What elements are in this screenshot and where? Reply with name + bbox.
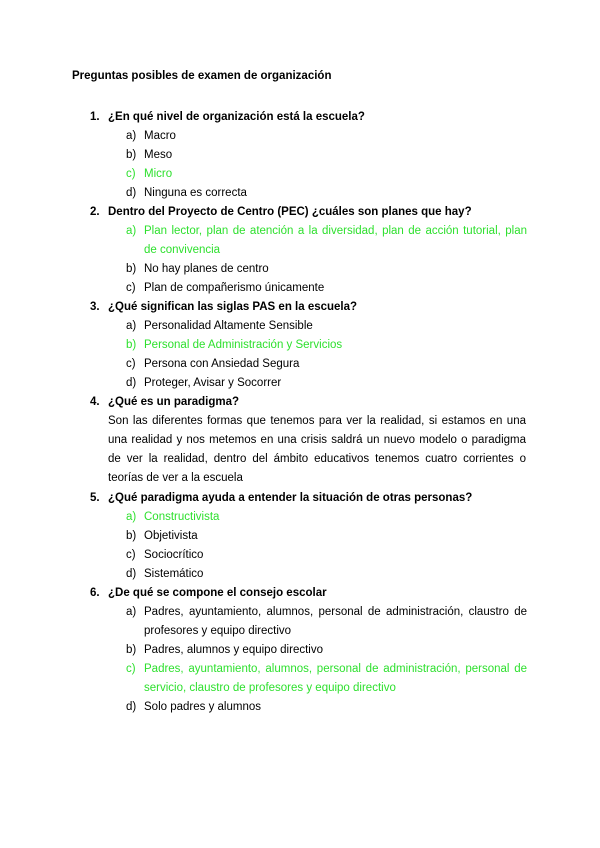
question-text: ¿Qué paradigma ayuda a entender la situación de otras personas? bbox=[108, 492, 473, 504]
question-text: ¿En qué nivel de organización está la escuela? bbox=[108, 111, 365, 123]
option-2b bbox=[126, 260, 527, 279]
option-letter: b) bbox=[126, 530, 137, 542]
option-6c-correct bbox=[126, 660, 527, 698]
option-letter: a) bbox=[126, 320, 137, 332]
option-text: Plan lector, plan de atención a la diversidad, plan de acción tutorial, plan de convivencia bbox=[144, 225, 527, 256]
question-text: ¿Qué es un paradigma? bbox=[108, 396, 239, 408]
option-1d bbox=[126, 184, 527, 203]
question-5 bbox=[90, 489, 530, 508]
question-number: 3. bbox=[90, 301, 100, 313]
question-number: 2. bbox=[90, 206, 100, 218]
option-3a bbox=[126, 317, 527, 336]
option-letter: c) bbox=[126, 358, 136, 370]
option-text: Personalidad Altamente Sensible bbox=[144, 320, 313, 332]
option-text: Padres, ayuntamiento, alumnos, personal de administración, personal de servicio, claustro de profesores y equipo directivo bbox=[144, 663, 527, 694]
option-letter: c) bbox=[126, 663, 136, 675]
option-letter: b) bbox=[126, 339, 137, 351]
option-text: Macro bbox=[144, 130, 176, 142]
question-number: 4. bbox=[90, 396, 100, 408]
option-letter: d) bbox=[126, 701, 137, 713]
option-text: No hay planes de centro bbox=[144, 263, 269, 275]
page-title: Preguntas posibles de examen de organización bbox=[72, 70, 332, 82]
option-letter: b) bbox=[126, 263, 137, 275]
option-letter: a) bbox=[126, 511, 137, 523]
option-letter: a) bbox=[126, 225, 137, 237]
option-text: Solo padres y alumnos bbox=[144, 701, 261, 713]
question-6 bbox=[90, 584, 530, 603]
option-text: Sociocrítico bbox=[144, 549, 204, 561]
option-text: Micro bbox=[144, 168, 173, 180]
option-letter: a) bbox=[126, 606, 137, 618]
option-text: Meso bbox=[144, 149, 173, 161]
option-1c-correct bbox=[126, 165, 527, 184]
question-2 bbox=[90, 203, 530, 222]
question-text: ¿De qué se compone el consejo escolar bbox=[108, 587, 327, 599]
answer-paragraph: Son las diferentes formas que tenemos para ver la realidad, si estamos en una una realidad y nos metemos en una crisis saldrá un nuevo modelo o paradigma de ver la realidad, dentro del ámbito educativos tenemos cuatro corrientes o teorías de ver a la escuela bbox=[108, 415, 526, 484]
option-text: Padres, ayuntamiento, alumnos, personal de administración, claustro de profesores y equipo directivo bbox=[144, 606, 527, 637]
option-text: Persona con Ansiedad Segura bbox=[144, 358, 300, 370]
option-3d bbox=[126, 374, 527, 393]
option-letter: c) bbox=[126, 168, 136, 180]
option-2a-correct bbox=[126, 222, 527, 260]
option-3c bbox=[126, 355, 527, 374]
option-letter: c) bbox=[126, 549, 136, 561]
question-3 bbox=[90, 298, 530, 317]
option-text: Plan de compañerismo únicamente bbox=[144, 282, 325, 294]
option-1a bbox=[126, 127, 527, 146]
option-letter: d) bbox=[126, 187, 137, 199]
option-6b bbox=[126, 641, 527, 660]
option-2c bbox=[126, 279, 527, 298]
option-5d bbox=[126, 565, 527, 584]
question-number: 6. bbox=[90, 587, 100, 599]
option-text: Proteger, Avisar y Socorrer bbox=[144, 377, 282, 389]
option-letter: d) bbox=[126, 377, 137, 389]
option-text: Objetivista bbox=[144, 530, 198, 542]
option-text: Constructivista bbox=[144, 511, 220, 523]
option-5a-correct bbox=[126, 508, 527, 527]
question-1 bbox=[90, 108, 530, 127]
option-1b bbox=[126, 146, 527, 165]
option-letter: d) bbox=[126, 568, 137, 580]
option-text: Ninguna es correcta bbox=[144, 187, 247, 199]
option-letter: a) bbox=[126, 130, 137, 142]
option-3b-correct bbox=[126, 336, 527, 355]
option-letter: b) bbox=[126, 644, 137, 656]
option-5c bbox=[126, 546, 527, 565]
option-text: Padres, alumnos y equipo directivo bbox=[144, 644, 323, 656]
option-5b bbox=[126, 527, 527, 546]
option-6d bbox=[126, 698, 527, 717]
question-text: Dentro del Proyecto de Centro (PEC) ¿cuáles son planes que hay? bbox=[108, 206, 472, 218]
question-text: ¿Qué significan las siglas PAS en la escuela? bbox=[108, 301, 358, 313]
question-number: 1. bbox=[90, 111, 100, 123]
question-number: 5. bbox=[90, 492, 100, 504]
option-text: Personal de Administración y Servicios bbox=[144, 339, 343, 351]
question-4 bbox=[90, 393, 530, 412]
option-6a bbox=[126, 603, 527, 641]
option-text: Sistemático bbox=[144, 568, 204, 580]
option-letter: c) bbox=[126, 282, 136, 294]
option-letter: b) bbox=[126, 149, 137, 161]
